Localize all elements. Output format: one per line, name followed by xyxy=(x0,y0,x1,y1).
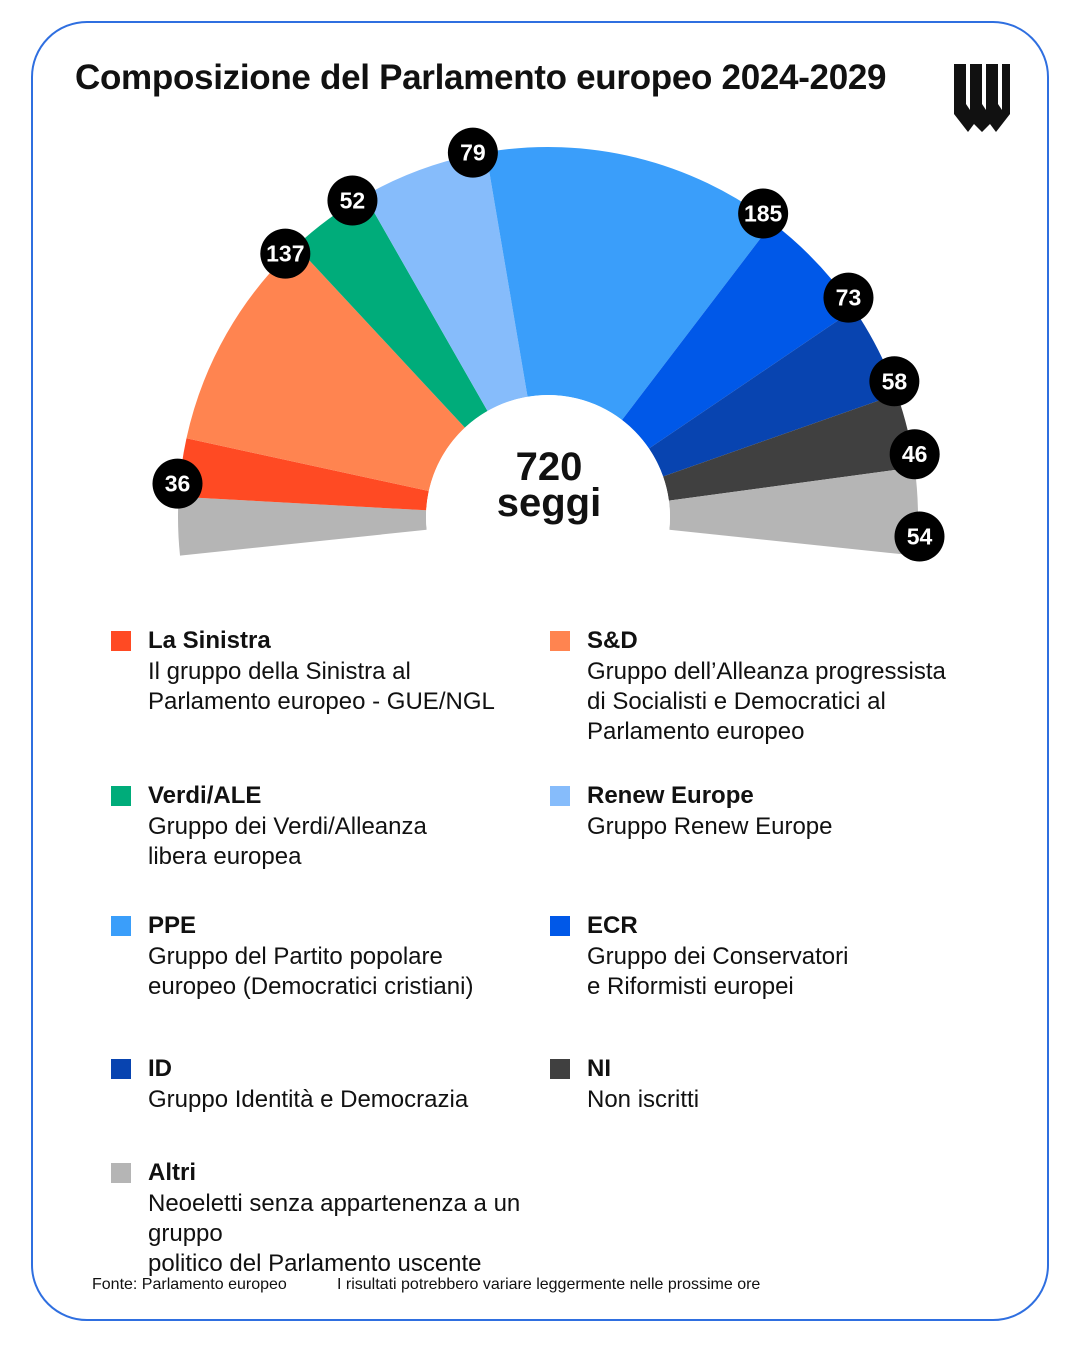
legend-description: Il gruppo della Sinistra al Parlamento europeo - GUE/NGL xyxy=(148,658,495,715)
footer-source: Fonte: Parlamento europeo xyxy=(92,1276,287,1293)
legend-swatch xyxy=(111,1059,131,1079)
legend-swatch xyxy=(550,1059,570,1079)
badge-altri_right xyxy=(894,511,944,561)
legend-description: Gruppo dei Verdi/Alleanza libera europea xyxy=(148,813,427,870)
badge-verdi xyxy=(327,176,377,226)
badge-sinistra xyxy=(152,459,202,509)
total-seats-unit: seggi xyxy=(496,481,602,525)
legend-title: NI xyxy=(587,1055,611,1082)
legend-title: Altri xyxy=(148,1159,196,1186)
legend-description: Gruppo del Partito popolare europeo (Democratici cristiani) xyxy=(148,943,474,1000)
legend-swatch xyxy=(111,786,131,806)
legend-description: Neoeletti senza appartenenza a un gruppo politico del Parlamento uscente xyxy=(148,1190,521,1277)
badge-ppe xyxy=(738,189,788,239)
legend-title: PPE xyxy=(148,912,197,939)
legend-title: S&D xyxy=(587,627,638,654)
badge-renew xyxy=(448,128,498,178)
legend-title: Verdi/ALE xyxy=(148,782,262,809)
legend-description: Gruppo Identità e Democrazia xyxy=(148,1086,469,1113)
legend-description: Gruppo Renew Europe xyxy=(587,813,833,840)
chart-title: Composizione del Parlamento europeo 2024-2029 xyxy=(75,58,887,97)
badge-label-sinistra: 36 xyxy=(164,470,191,497)
badge-label-ppe: 185 xyxy=(743,200,783,227)
legend-swatch xyxy=(550,916,570,936)
legend-swatch xyxy=(111,916,131,936)
badge-sd xyxy=(260,229,310,279)
badge-label-ni: 46 xyxy=(901,441,928,468)
badge-label-id: 58 xyxy=(881,368,908,395)
badge-ecr xyxy=(823,273,873,323)
badge-ni xyxy=(890,429,940,479)
legend-swatch xyxy=(550,631,570,651)
badge-label-verdi: 52 xyxy=(339,187,366,214)
badge-label-ecr: 73 xyxy=(835,284,862,311)
badge-id xyxy=(869,356,919,406)
legend-swatch xyxy=(550,786,570,806)
footer-note: I risultati potrebbero variare leggermente nelle prossime ore xyxy=(337,1276,761,1293)
badge-label-sd: 137 xyxy=(266,240,305,267)
legend-description: Gruppo dell’Alleanza progressista di Socialisti e Democratici al Parlamento europeo xyxy=(587,658,946,745)
legend-title: La Sinistra xyxy=(148,627,271,654)
total-seats-value: 720 xyxy=(515,445,583,489)
legend-title: ID xyxy=(148,1055,172,1082)
legend-title: Renew Europe xyxy=(587,782,754,809)
legend-title: ECR xyxy=(587,912,638,939)
parliament-chart xyxy=(0,0,1080,600)
badge-label-renew: 79 xyxy=(460,139,486,166)
legend-swatch xyxy=(111,631,131,651)
legend-description: Non iscritti xyxy=(587,1086,700,1113)
badge-label-altri_right: 54 xyxy=(906,523,933,550)
legend-swatch xyxy=(111,1163,131,1183)
legend-description: Gruppo dei Conservatori e Riformisti europei xyxy=(587,943,849,1000)
